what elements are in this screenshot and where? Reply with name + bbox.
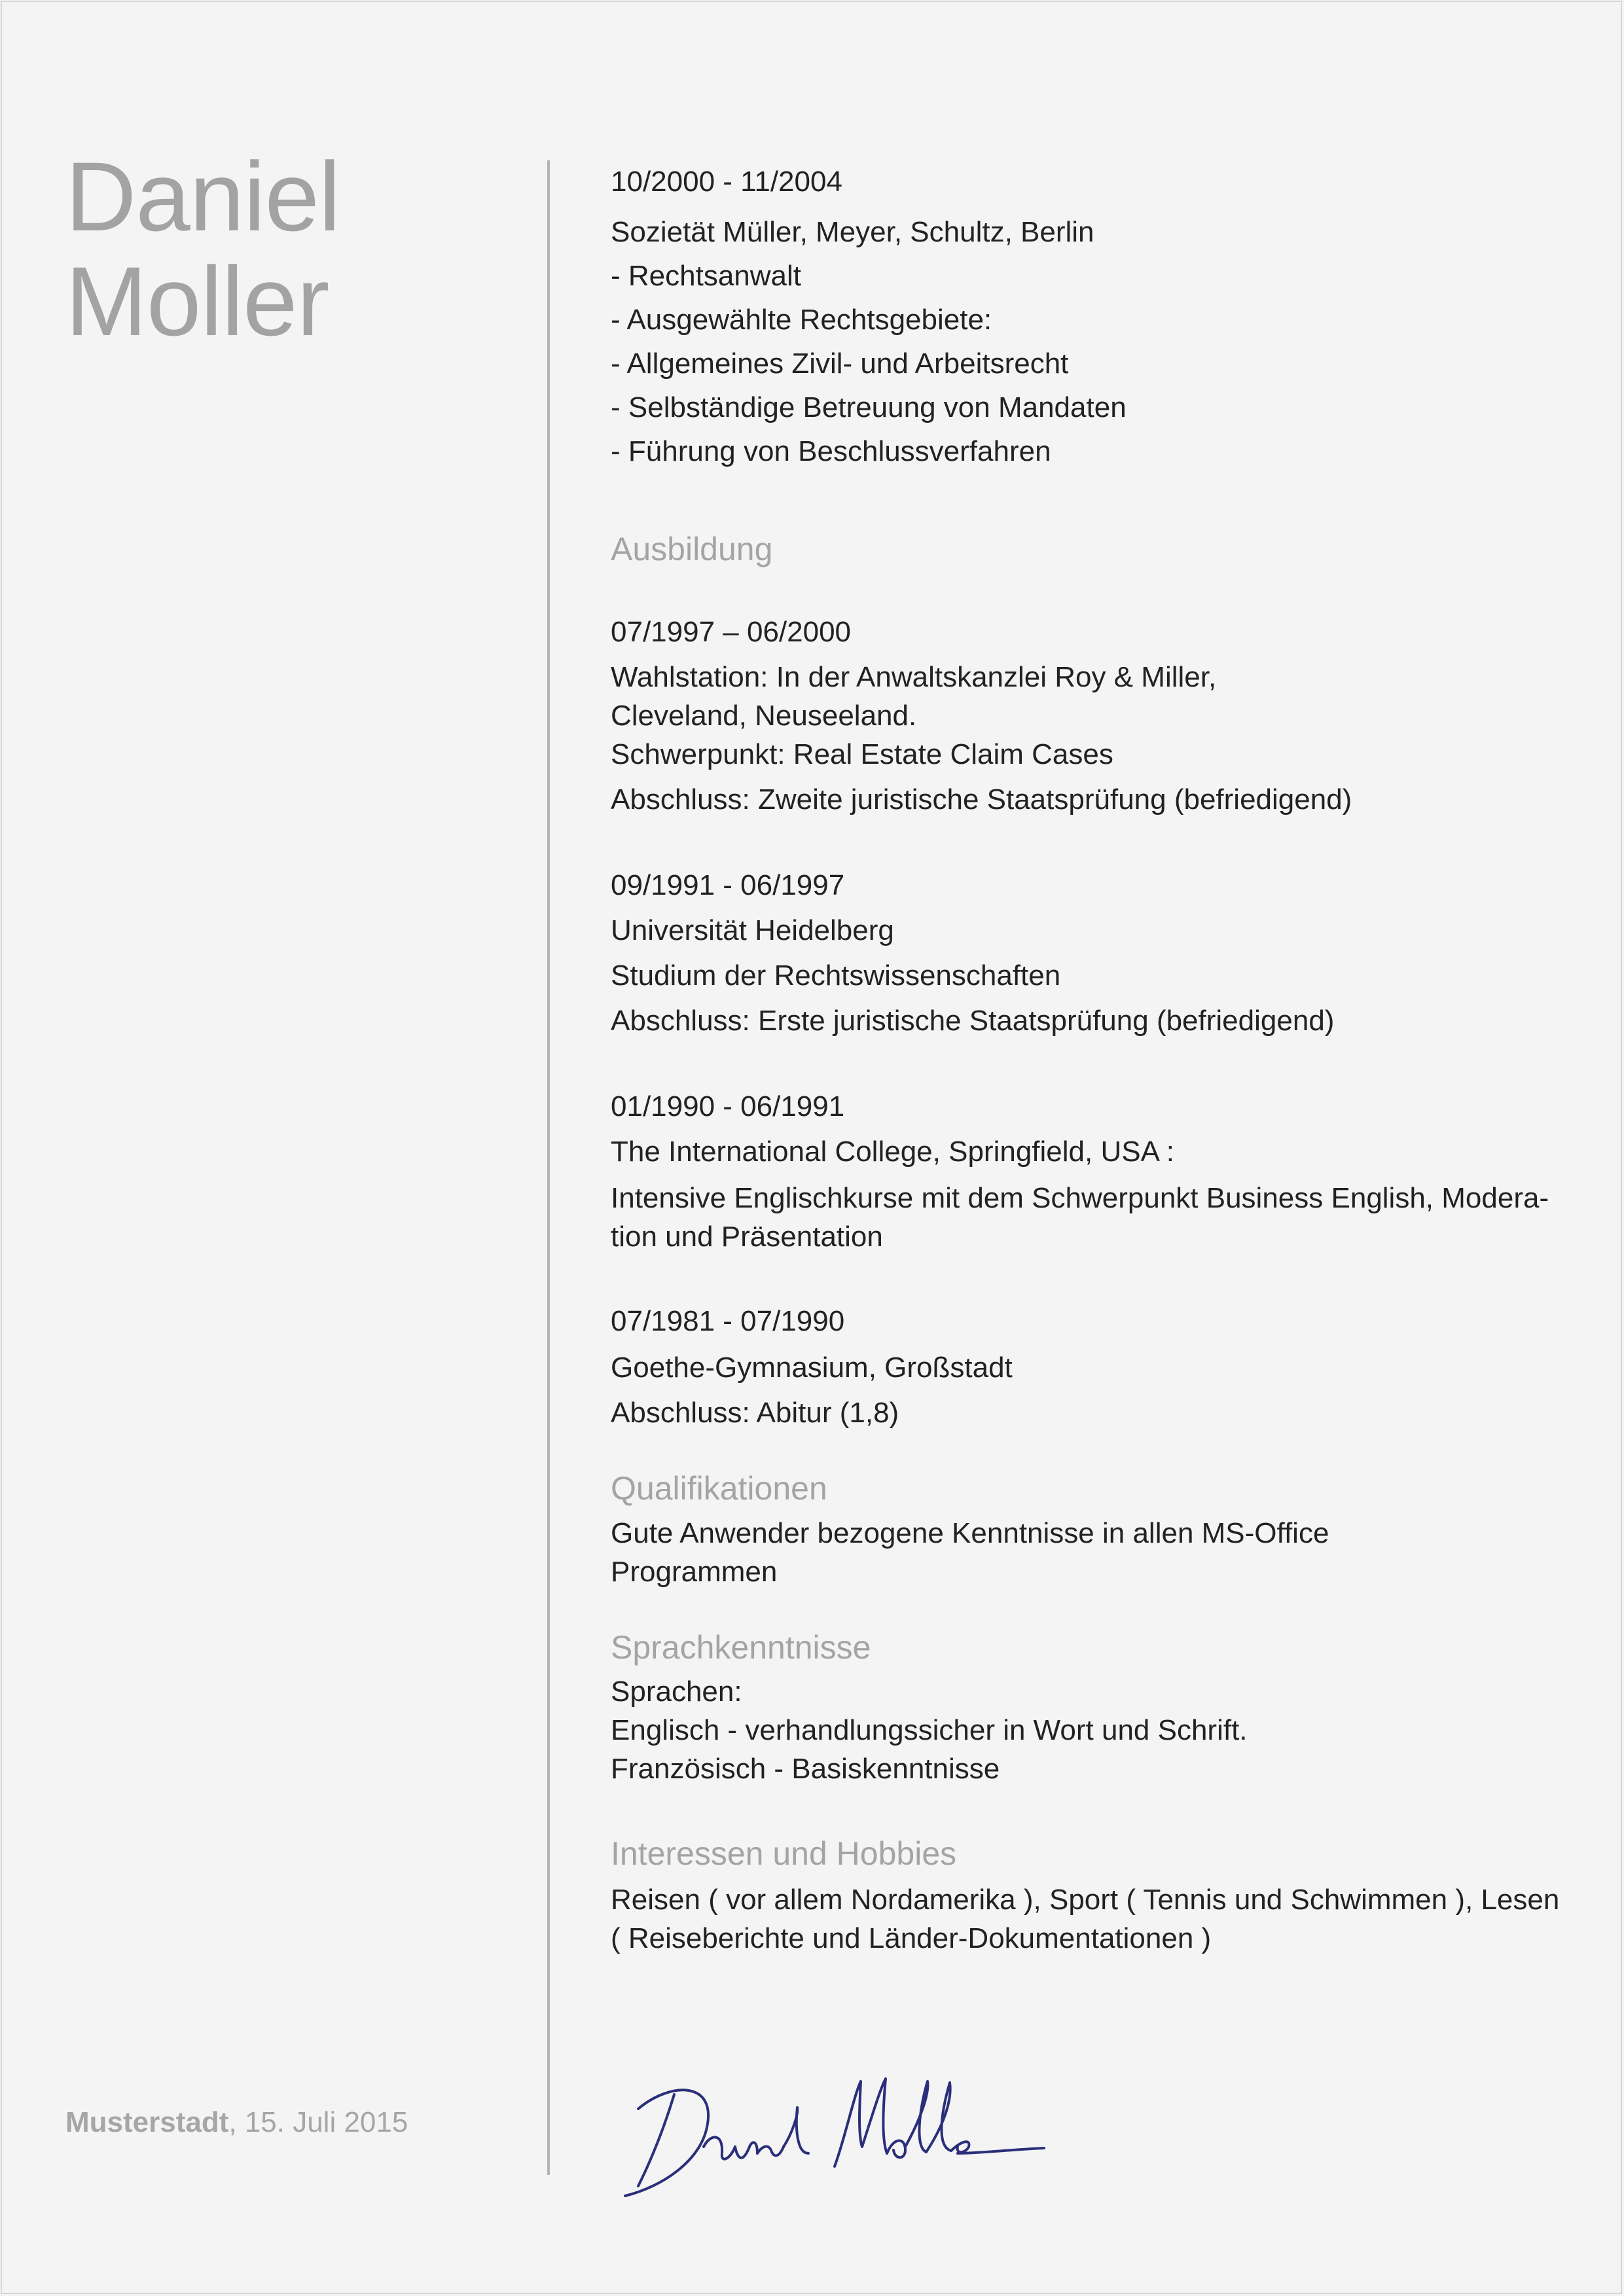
last-name: Moller (65, 246, 329, 356)
job-line: - Führung von Beschlussverfahren (611, 435, 1051, 467)
interest-line: Reisen ( vor allem Nordamerika ), Sport ( Tennis und Schwimmen ), Lesen (611, 1884, 1560, 1916)
education-line: Universität Heidelberg (611, 914, 894, 946)
job-line: - Ausgewählte Rechtsgebiete: (611, 304, 992, 336)
education-line: tion und Präsentation (611, 1221, 883, 1253)
language-line: Sprachen: (611, 1676, 742, 1708)
education-period: 07/1981 - 07/1990 (611, 1305, 845, 1337)
education-line: Cleveland, Neuseeland. (611, 700, 917, 732)
language-line: Englisch - verhandlungssicher in Wort und Schrift. (611, 1714, 1248, 1746)
job-line: Sozietät Müller, Meyer, Schultz, Berlin (611, 216, 1094, 248)
education-line: Goethe-Gymnasium, Großstadt (611, 1352, 1013, 1384)
section-heading-ausbildung: Ausbildung (611, 531, 773, 567)
interest-line: ( Reiseberichte und Länder-Dokumentationen ) (611, 1922, 1212, 1954)
job-line: - Rechtsanwalt (611, 260, 802, 292)
education-line: The International College, Springfield, USA : (611, 1136, 1174, 1168)
applicant-name (65, 141, 340, 356)
education-line: Abschluss: Erste juristische Staatsprüfung (befriedigend) (611, 1005, 1335, 1037)
education-line: Abschluss: Abitur (1,8) (611, 1397, 899, 1429)
education-line: Wahlstation: In der Anwaltskanzlei Roy & Miller, (611, 661, 1217, 693)
education-line: Studium der Rechtswissenschaften (611, 960, 1061, 992)
qualification-line: Programmen (611, 1556, 778, 1588)
date: , 15. Juli 2015 (228, 2106, 408, 2138)
qualification-line: Gute Anwender bezogene Kenntnisse in allen MS-Office (611, 1517, 1329, 1549)
education-period: 07/1997 – 06/2000 (611, 616, 852, 648)
education-line: Intensive Englischkurse mit dem Schwerpunkt Business English, Modera- (611, 1182, 1549, 1214)
education-line: Schwerpunkt: Real Estate Claim Cases (611, 738, 1113, 770)
education-period: 01/1990 - 06/1991 (611, 1090, 845, 1122)
section-heading-qualifikationen: Qualifikationen (611, 1470, 827, 1507)
job-line: - Selbständige Betreuung von Mandaten (611, 391, 1127, 423)
place-date (65, 2106, 408, 2139)
section-heading-sprachkenntnisse: Sprachkenntnisse (611, 1629, 871, 1666)
job-line: - Allgemeines Zivil- und Arbeitsrecht (611, 348, 1069, 380)
column-divider (547, 160, 550, 2175)
signature-image (612, 2055, 1057, 2212)
education-line: Abschluss: Zweite juristische Staatsprüfung (befriedigend) (611, 783, 1352, 816)
education-period: 09/1991 - 06/1997 (611, 869, 845, 901)
language-line: Französisch - Basiskenntnisse (611, 1753, 1000, 1785)
place: Musterstadt (65, 2106, 229, 2138)
job-period: 10/2000 - 11/2004 (611, 166, 842, 198)
first-name: Daniel (65, 141, 340, 251)
section-heading-interessen: Interessen und Hobbies (611, 1835, 957, 1872)
